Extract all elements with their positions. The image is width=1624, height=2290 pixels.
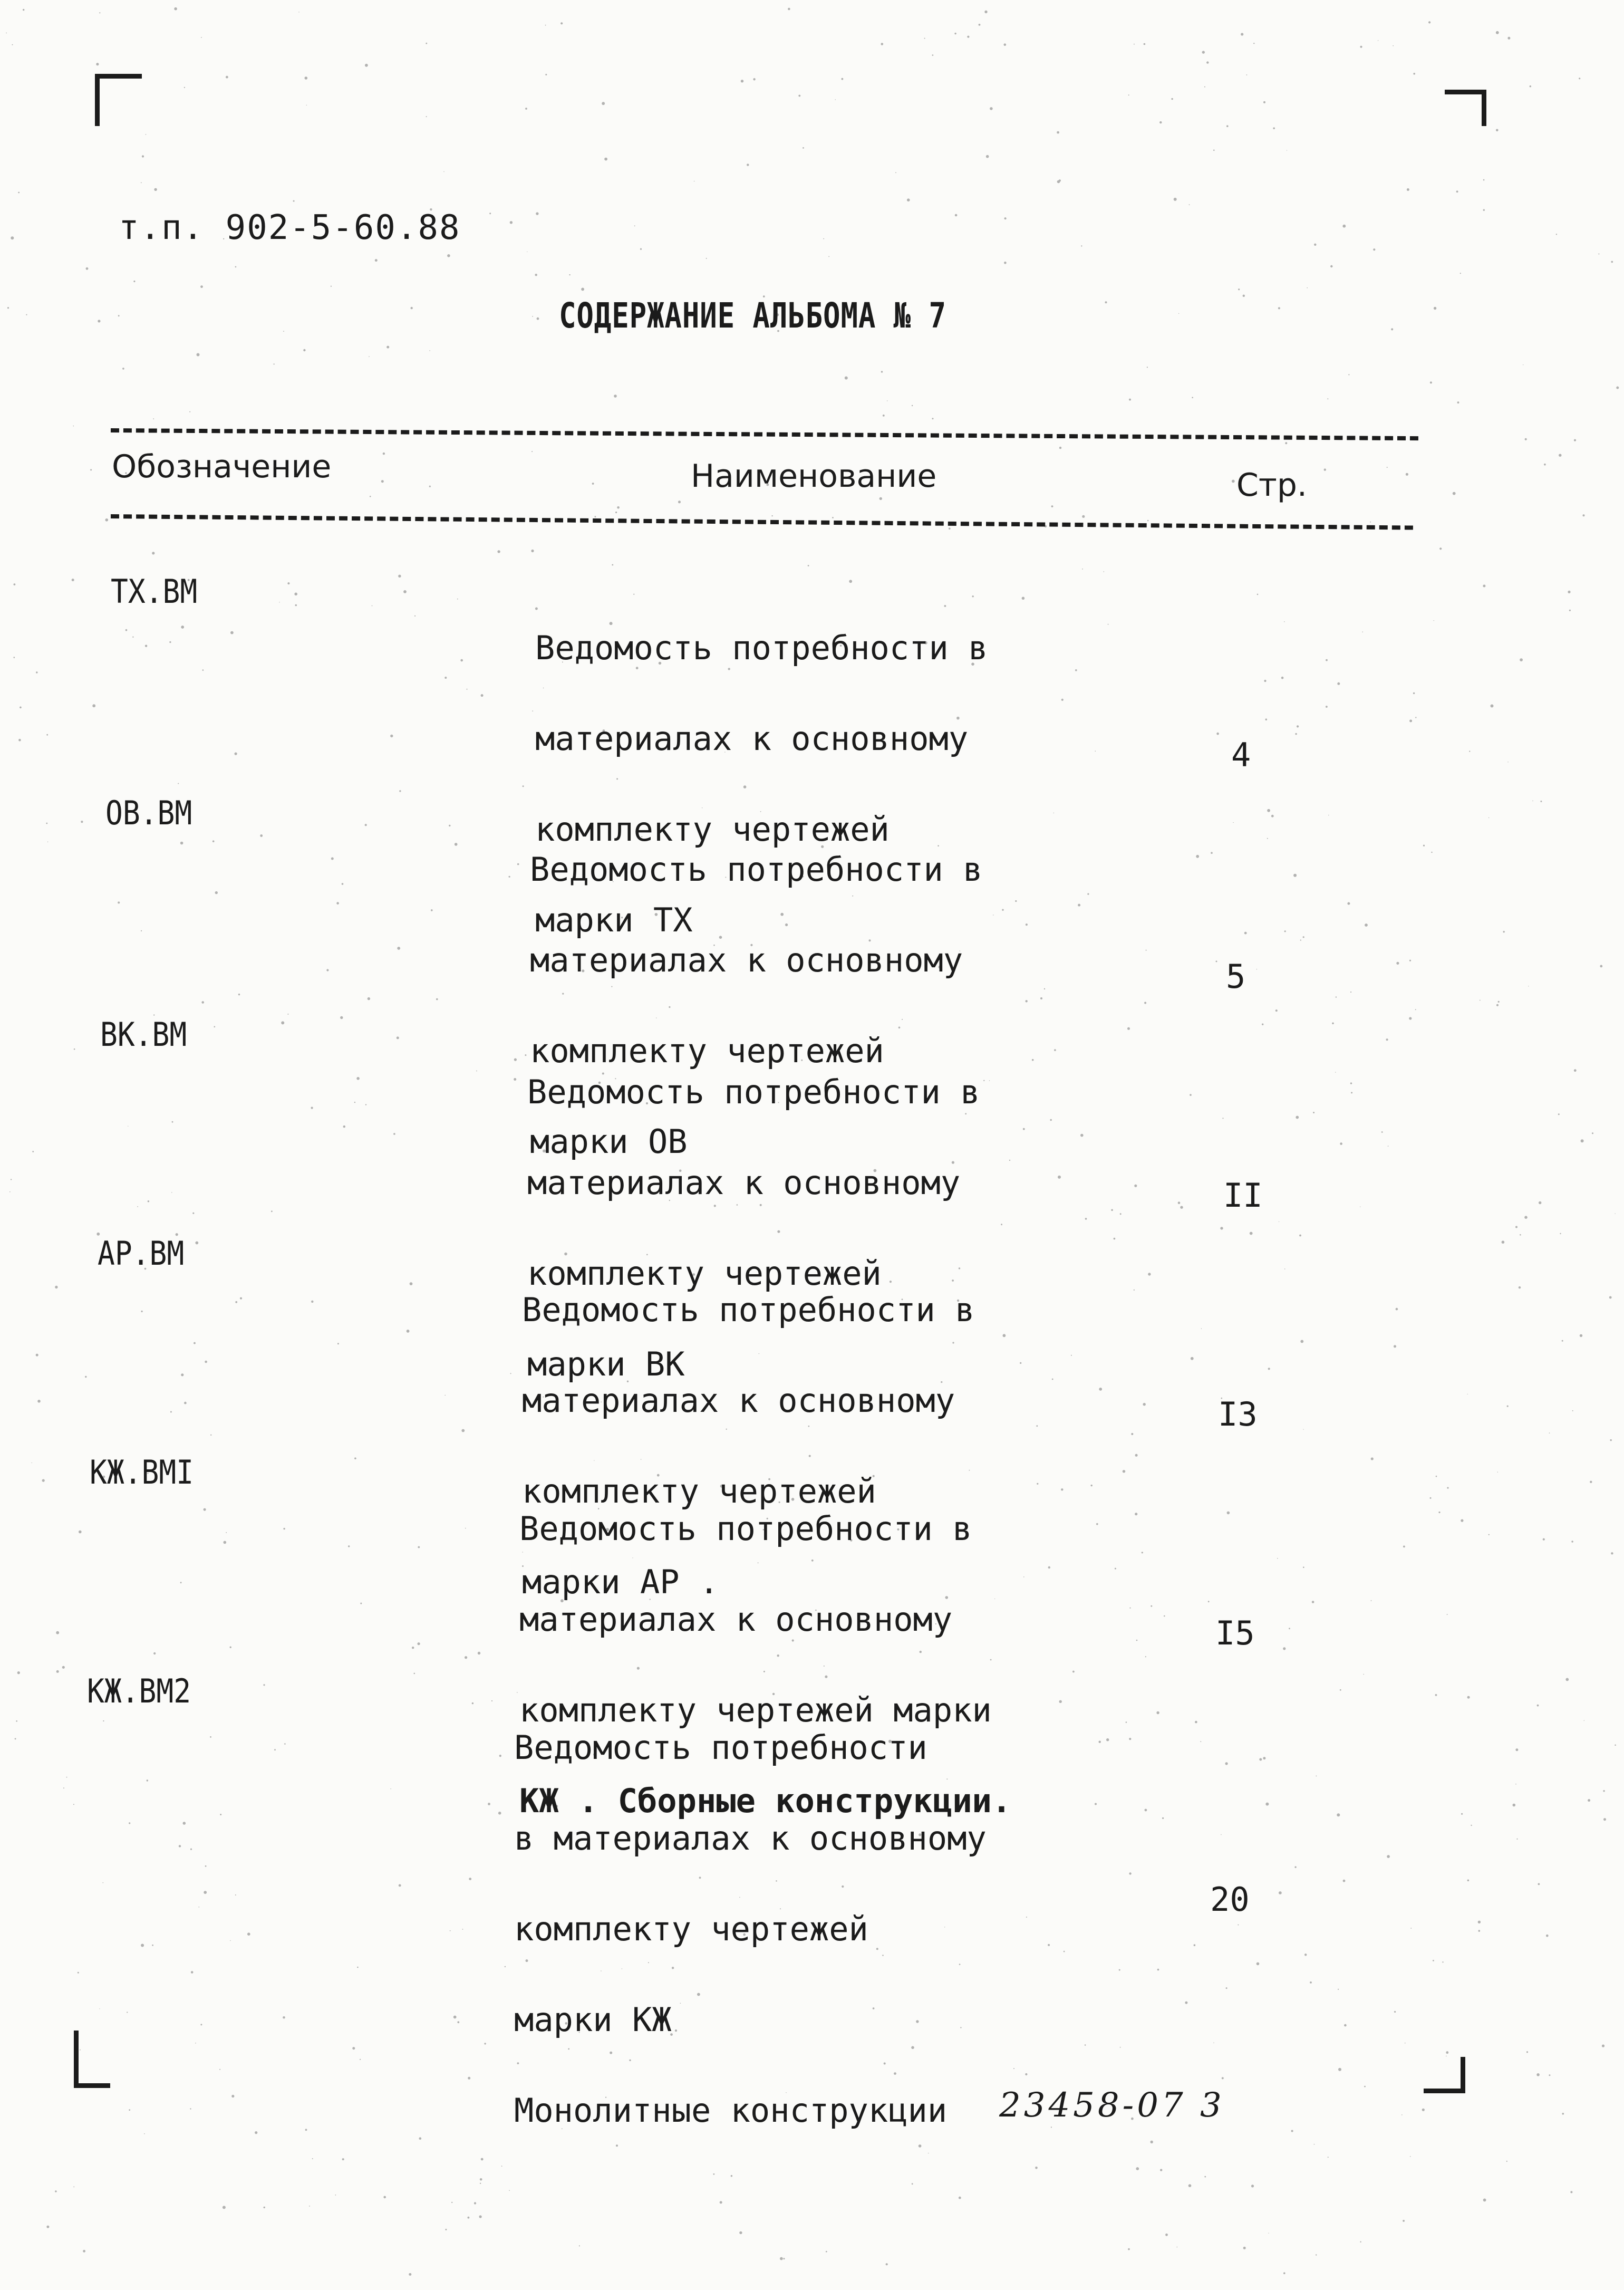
table-top-rule (111, 428, 1418, 440)
row-name-line: КЖ . Сборные конструкции. (519, 1782, 1012, 1820)
row-name-line: материалах к основному (522, 1381, 955, 1420)
row-designation: ТХ.ВМ (111, 572, 198, 611)
row-page: I5 (1215, 1614, 1255, 1652)
corner-mark-bottom-right (1424, 2057, 1465, 2093)
row-name-line: комплекту чертежей (527, 1254, 882, 1293)
row-name-line: марки ВК (527, 1345, 685, 1383)
row-name-line: Ведомость потребности (514, 1728, 927, 1767)
row-name-line: марки ТХ (535, 901, 693, 939)
row-name-line: материалах к основному (535, 719, 969, 758)
row-page: 20 (1210, 1880, 1250, 1919)
row-page: 5 (1226, 957, 1246, 996)
page-title: СОДЕРЖАНИЕ АЛЬБОМА № 7 (559, 295, 946, 336)
row-name-line: Ведомость потребности в (527, 1073, 980, 1111)
document-code: т.п. 902-5-60.88 (119, 208, 461, 247)
row-name (514, 1680, 1041, 2179)
row-name-line: Ведомость потребности в (535, 629, 988, 667)
header-designation: Обозначение (112, 448, 332, 485)
row-page: 4 (1231, 736, 1251, 774)
row-name-line: Ведомость потребности в (519, 1509, 972, 1548)
corner-mark-top-right (1445, 90, 1486, 126)
row-designation: КЖ.ВМ2 (87, 1672, 191, 1710)
row-name-line: материалах к основному (527, 1163, 961, 1202)
row-page: I3 (1218, 1395, 1258, 1433)
row-name-line: материалах к основному (530, 941, 963, 979)
table-header-rule (111, 514, 1413, 530)
row-name-line: марки ОВ (530, 1122, 688, 1161)
row-designation: АР.ВМ (98, 1234, 185, 1273)
corner-mark-top-left (95, 74, 142, 126)
row-name-line: материалах к основному (519, 1600, 953, 1639)
header-page: Стр. (1236, 467, 1308, 504)
row-name-line: комплекту чертежей (535, 810, 890, 849)
header-name: Наименование (691, 458, 937, 495)
row-name-line: Ведомость потребности в (530, 850, 983, 889)
row-designation: ВК.ВМ (100, 1015, 187, 1054)
footer-sheet-number: 23458-07 3 (999, 2086, 1225, 2125)
row-name-line: комплекту чертежей марки (519, 1691, 992, 1729)
row-name-line: марки КЖ (514, 2000, 672, 2039)
row-name-line: комплекту чертежей (530, 1032, 884, 1070)
row-name-line: марки АР . (522, 1563, 719, 1601)
row-name-line: комплекту чертежей (522, 1472, 876, 1510)
row-name-line: в материалах к основному (514, 1819, 987, 1858)
row-name-line: комплекту чертежей (514, 1910, 868, 1948)
corner-mark-bottom-left (74, 2031, 110, 2088)
row-designation: ОВ.ВМ (105, 794, 192, 832)
row-name-line: Ведомость потребности в (522, 1291, 975, 1329)
row-page: II (1223, 1176, 1263, 1215)
row-name-line: Монолитные конструкции (514, 2091, 948, 2130)
row-designation: КЖ.ВМI (90, 1453, 194, 1492)
